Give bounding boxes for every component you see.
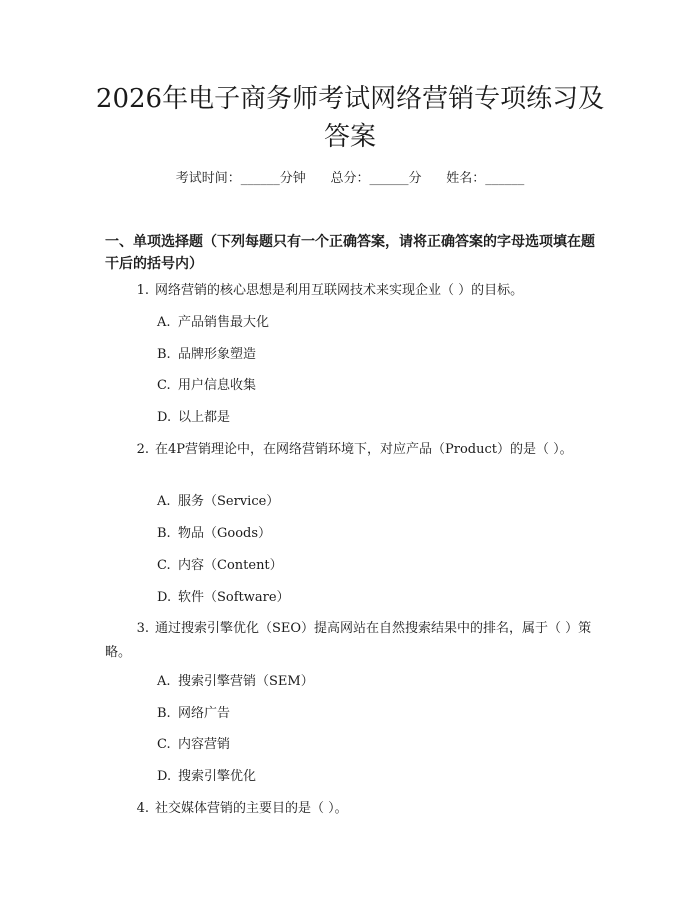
- question-3-option-a: [157, 673, 587, 691]
- option-text: 搜索引擎优化: [178, 769, 257, 784]
- question-1-option-a: [157, 314, 587, 332]
- option-text: 以上都是: [178, 410, 231, 425]
- option-text: 用户信息收集: [178, 378, 257, 393]
- option-letter: D.: [157, 410, 172, 425]
- option-text: 内容营销: [178, 737, 231, 752]
- question-3: [105, 617, 595, 665]
- question-2-option-c: [157, 557, 587, 575]
- option-text: 产品销售最大化: [178, 315, 270, 330]
- question-1: [105, 279, 595, 303]
- question-text: 通过搜索引擎优化（SEO）提高网站在自然搜索结果中的排名，属于（ ）策略。: [105, 621, 592, 660]
- question-1-option-d: [157, 409, 587, 427]
- question-1-option-c: [157, 377, 587, 395]
- question-4: [105, 797, 595, 821]
- question-number: 3.: [136, 621, 149, 636]
- question-number: 1.: [136, 283, 149, 298]
- option-letter: A.: [157, 494, 171, 509]
- option-text: 内容（Content）: [178, 558, 283, 573]
- option-text: 搜索引擎营销（SEM）: [178, 674, 314, 689]
- question-text: 网络营销的核心思想是利用互联网技术来实现企业（ ）的目标。: [155, 283, 524, 298]
- option-letter: C.: [157, 378, 171, 393]
- option-letter: D.: [157, 769, 172, 784]
- question-3-option-c: [157, 736, 587, 754]
- option-text: 软件（Software）: [178, 590, 290, 605]
- question-3-option-b: [157, 705, 587, 723]
- question-2: [105, 438, 595, 462]
- option-letter: C.: [157, 558, 171, 573]
- option-letter: B.: [157, 706, 171, 721]
- section-heading: 一、单项选择题（下列每题只有一个正确答案，请将正确答案的字母选项填在题干后的括号内）: [105, 234, 595, 272]
- question-number: 4.: [136, 801, 149, 816]
- question-2-option-d: [157, 589, 587, 607]
- option-letter: C.: [157, 737, 171, 752]
- option-letter: A.: [157, 315, 171, 330]
- option-letter: D.: [157, 590, 172, 605]
- question-2-option-a: [157, 493, 587, 511]
- exam-info-line: 考试时间：______分钟 总分：______分 姓名：______: [175, 171, 525, 186]
- question-text: 在4P营销理论中，在网络营销环境下，对应产品（Product）的是（ ）。: [155, 442, 573, 457]
- option-letter: A.: [157, 674, 171, 689]
- option-text: 网络广告: [178, 706, 231, 721]
- question-3-option-d: [157, 768, 587, 786]
- option-text: 品牌形象塑造: [178, 347, 257, 362]
- option-text: 服务（Service）: [178, 494, 280, 509]
- question-text: 社交媒体营销的主要目的是（ ）。: [155, 801, 348, 816]
- question-number: 2.: [136, 442, 149, 457]
- question-1-option-b: [157, 346, 587, 364]
- option-text: 物品（Goods）: [178, 526, 272, 541]
- document-title: 2026年电子商务师考试网络营销专项练习及答案: [95, 84, 605, 152]
- option-letter: B.: [157, 347, 171, 362]
- option-letter: B.: [157, 526, 171, 541]
- question-2-option-b: [157, 525, 587, 543]
